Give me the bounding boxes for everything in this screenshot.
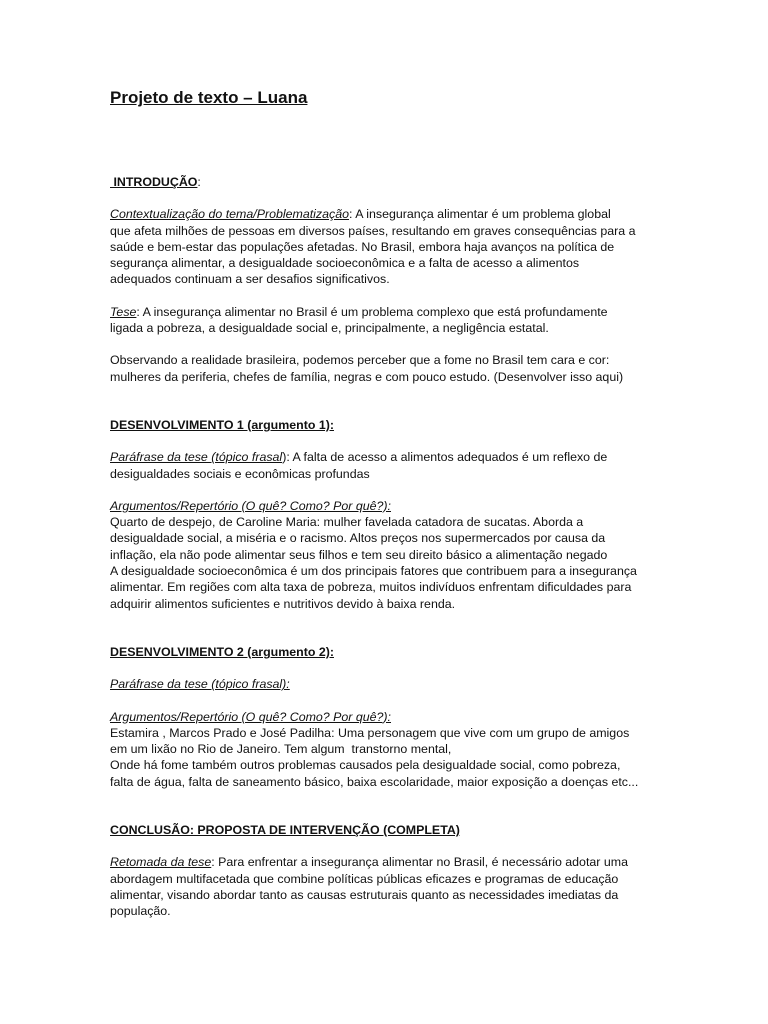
dev1-arguments-line: alimentar. Em regiões com alta taxa de pobreza, muitos indivíduos enfrentam dificuldades para bbox=[110, 580, 632, 595]
intro-thesis-line: Tese: A insegurança alimentar no Brasil é um problema complexo que está profundamente bbox=[110, 304, 608, 319]
intro-context-line: segurança alimentar, a desigualdade socioeconômica e a falta de acesso a alimentos bbox=[110, 256, 580, 271]
dev1-heading: DESENVOLVIMENTO 1 (argumento 1): bbox=[110, 417, 334, 432]
dev2-heading: DESENVOLVIMENTO 2 (argumento 2): bbox=[110, 644, 334, 659]
dev2-paraphrase-paragraph bbox=[110, 676, 670, 692]
conclusion-thesis-line: Retomada da tese: Para enfrentar a insegurança alimentar no Brasil, é necessário adotar uma bbox=[110, 855, 628, 870]
dev1-arguments-line: Quarto de despejo, de Caroline Maria: mulher favelada catadora de sucatas. Aborda a bbox=[110, 515, 584, 530]
dev2-arguments-line: em um lixão no Rio de Janeiro. Tem algum transtorno mental, bbox=[110, 742, 452, 757]
dev2-arguments-label: Argumentos/Repertório (O quê? Como? Por quê?): bbox=[110, 709, 391, 724]
conclusion-thesis-line: população. bbox=[110, 904, 171, 919]
dev2-arguments-line: falta de água, falta de saneamento básico, baixa escolaridade, maior exposição a doenças etc... bbox=[110, 774, 639, 789]
dev2-arguments-line: Onde há fome também outros problemas causados pela desigualdade social, como pobreza, bbox=[110, 758, 621, 773]
document-title: Projeto de texto – Luana bbox=[110, 88, 308, 107]
dev1-paraphrase-line: desigualdades sociais e econômicas profundas bbox=[110, 466, 370, 481]
dev1-arguments-line: inflação, ela não pode alimentar seus filhos e tem seu direito básico a alimentação negado bbox=[110, 547, 608, 562]
dev1-paraphrase-label: Paráfrase da tese (tópico frasal bbox=[110, 450, 283, 465]
document-page bbox=[110, 86, 670, 920]
intro-context-line: Contextualização do tema/Problematização: A insegurança alimentar é um problema global bbox=[110, 207, 611, 222]
intro-observation-line: Observando a realidade brasileira, podemos perceber que a fome no Brasil tem cara e cor: bbox=[110, 353, 610, 368]
dev1-arguments-line: A desigualdade socioeconômica é um dos principais fatores que contribuem para a insegurança bbox=[110, 564, 637, 579]
conclusion-thesis-paragraph bbox=[110, 854, 670, 919]
intro-context-paragraph bbox=[110, 206, 670, 287]
intro-context-label: Contextualização do tema/Problematização bbox=[110, 207, 349, 222]
dev1-arguments-paragraph bbox=[110, 498, 670, 612]
intro-thesis-paragraph bbox=[110, 304, 670, 337]
dev1-paraphrase-paragraph bbox=[110, 449, 670, 482]
dev2-arguments-line: Estamira , Marcos Prado e José Padilha: Uma personagem que vive com um grupo de amigos bbox=[110, 725, 630, 740]
intro-observation-paragraph bbox=[110, 352, 670, 385]
dev2-arguments-paragraph bbox=[110, 709, 670, 790]
intro-heading-label: INTRODUÇÃO bbox=[110, 175, 198, 189]
intro-heading-colon: : bbox=[197, 175, 201, 189]
intro-heading bbox=[110, 174, 670, 190]
conclusion-thesis-line: abordagem multifacetada que combine políticas públicas eficazes e programas de educação bbox=[110, 871, 619, 886]
dev1-arguments-line: desigualdade social, a miséria e o racismo. Altos preços nos supermercados por causa da bbox=[110, 531, 606, 546]
conclusion-thesis-label: Retomada da tese bbox=[110, 855, 212, 870]
dev1-paraphrase-line: Paráfrase da tese (tópico frasal): A falta de acesso a alimentos adequados é um reflexo de bbox=[110, 450, 608, 465]
dev1-arguments-line: adquirir alimentos suficientes e nutritivos devido à baixa renda. bbox=[110, 596, 456, 611]
dev2-paraphrase-label: Paráfrase da tese (tópico frasal): bbox=[110, 677, 290, 692]
intro-thesis-label: Tese bbox=[110, 304, 137, 319]
dev1-arguments-label: Argumentos/Repertório (O quê? Como? Por quê?): bbox=[110, 498, 391, 513]
conclusion-thesis-line: alimentar, visando abordar tanto as causas estruturais quanto as necessidades imediatas da bbox=[110, 887, 619, 902]
intro-thesis-line: ligada a pobreza, a desigualdade social e, principalmente, a negligência estatal. bbox=[110, 321, 549, 336]
conclusion-heading: CONCLUSÃO: PROPOSTA DE INTERVENÇÃO (COMPLETA) bbox=[110, 823, 460, 838]
intro-context-line: que afeta milhões de pessoas em diversos países, resultando em graves consequências para a bbox=[110, 223, 636, 238]
intro-context-line: saúde e bem-estar das populações afetadas. No Brasil, embora haja avanços na política de bbox=[110, 239, 615, 254]
intro-observation-line: mulheres da periferia, chefes de família, negras e com pouco estudo. (Desenvolver isso aqui) bbox=[110, 369, 624, 384]
intro-context-line: adequados continuam a ser desafios significativos. bbox=[110, 272, 390, 287]
